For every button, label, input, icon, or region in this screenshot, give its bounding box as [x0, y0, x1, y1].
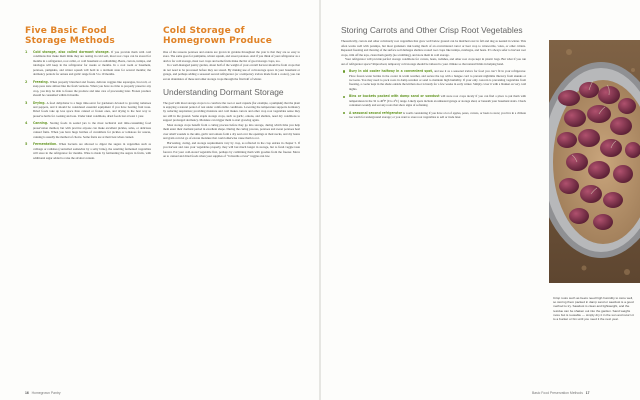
- basic-methods-column: [25, 26, 151, 163]
- storage-options-list: [341, 69, 526, 120]
- body-paragraph: Theoretically, carrots and other cold-hardy root vegetables that grow well below ground can be mulched over in fall and dug as needed in winter. This often works well with parsnips, but most gardeners risk losing much of an overwintered carrot or beet crop to wireworms, voles, or other critters. Repeated freezing and thawing of the surface soil damages shallow-rooted root crops like turnips, rutabagas, and beets. It’s always safer to harvest root crops, trim off the tops, clean them gently (no scrubbing), and store them in cold storage.: [341, 39, 526, 57]
- storage-option-item: [341, 69, 526, 91]
- page-number: 16: [25, 391, 29, 395]
- method-number: 2: [25, 79, 28, 84]
- method-text: Storing foods in sealed jars is the most technical and time-consuming food preservation method, but with practice anyone can make excellent pickles, salsa, or delicious canned fruits. When you have huge batches of cucumbers for pickles or tomatoes for sauces, canning is usually the method of choice. Some fruits are at their best when canned.: [33, 121, 151, 139]
- cold-storage-column: [163, 26, 300, 158]
- right-footer: [532, 391, 590, 395]
- method-text: When bacteria are allowed to digest the sugars in vegetables such as cabbage or radishes (controlled somewhat by a salty brine), the resulting fermented vegetables will store in the refrigerator for months. Wine is made by fermenting the sugars in fruits, with additional sugar added to raise the alcohol content.: [33, 142, 151, 160]
- method-text: If you provide them with cold conditions that make them think they are resting in cold soil, most root crops can be stored for months in a refrigerator, root cellar, or cold basement or outbuilding. Beets, carrots, turnips, and rutabagas will keep in the refrigerator for weeks or months. In a cool room or basement, potatoes, pumpkins, and winter squash will hold in a dormant state for several months; the dormancy periods for onions and garlic range from 5 to 10 months.: [33, 50, 151, 77]
- body-paragraph: Your refrigerator will provide perfect storage conditions for carrots, beets, radishes, and other root crops kept in plastic bags. But what if you run out of refrigerator space? Improvised, temporary cold storage should be tailored to your climate so that natural limits in helping hand.: [341, 57, 526, 66]
- storage-option-item: [341, 94, 526, 107]
- method-item: [25, 121, 151, 139]
- storage-option-lead: Bins or buckets packed with damp sand or sawdust: [349, 94, 440, 99]
- method-item: [25, 101, 151, 119]
- method-lead: Fermentation.: [33, 142, 58, 147]
- method-lead: Freezing.: [33, 79, 49, 84]
- storage-option-lead: A seasonal second refrigerator: [349, 110, 403, 115]
- storage-option-text: is worth considering if you have a lot of apples, pears, carrots, or beets to store; you live in a climate too warm for underground storage; or you want to store root vegetables to sell or trade later.: [349, 110, 526, 120]
- body-paragraph: Harvesting, curing, and storage requirements vary by crop, as reflected in the crop entries in chapter 5. If you harvest and cure your vegetables properly, they will last much longer in storage, but to fresh veggie taste forever. Eat your cold-stored vegetable first, perhaps by combining them with goodies from the freezer. Move on to canned and dried foods when your supplies of “6 months or less” veggies run low.: [163, 140, 300, 159]
- five-methods-heading: Five Basic Food Storage Methods: [25, 26, 115, 46]
- body-paragraph: The goal with most storage crops is to convince the root or seed capsule (for example, a pumpkin) that the plant is enjoying a natural period of rest under comfortable conditions. Lowering the temperature supports dormancy by reducing respiration; providing moisture and cold makes carrots and other crop root vegetables sense they are still in the ground. Some staple storage crops, such as garlic, onions, and shallots, need dry conditions to support prolonged dormancy. Moisture can trigger them to start growing again.: [163, 100, 300, 123]
- storage-option-item: [341, 111, 526, 120]
- chapter-title: Basic Food Preservation Methods: [532, 391, 583, 395]
- method-number: 3: [25, 100, 28, 105]
- method-item: [25, 80, 151, 98]
- beets-bucket-photo: [549, 40, 640, 283]
- body-paragraph: In a well-managed pantry garden, about half of the weight of your overall harvest should be from crops that do not need to be processed before they are stored. By making use of cold-storage space in your basement or garage, and perhaps adding a seasonal second refrigerator (or a temporary icebox made from a cooler), you can eat an abundance of these and other storage crops through the first half of winter.: [163, 63, 300, 81]
- method-lead: Cold storage, also called dormant storage.: [33, 50, 110, 54]
- storage-option-text: will store root crops nicely if you can find a place to put them with temperatures in the 32 to 40°F (0 to 4°C) range. Likely spots include an unheated garage or storage shed, or beneath your basement stairs. Check containers weekly and eat any roots that show signs of softening.: [349, 94, 526, 108]
- cold-storage-heading: Cold Storage of Homegrown Produce: [163, 26, 273, 46]
- page-number: 17: [585, 391, 590, 395]
- method-lead: Drying.: [33, 100, 46, 105]
- left-footer: [25, 391, 61, 395]
- book-title: Homegrown Pantry: [31, 391, 61, 395]
- photo-caption: Crisp roots such as beets need high humidity to store well, so storing them packed in damp sand or sawdust is a good method to try. Sawdust is clean and lightweight, and the residue can be shaken out into the garden. Sand weighs more but is reusable — simply dry it in the sun and return it to a bucket or bin until you need it the next year.: [553, 296, 634, 322]
- left-page: [0, 0, 319, 400]
- methods-list: [25, 50, 151, 160]
- dormant-storage-subheading: Understanding Dormant Storage: [163, 87, 284, 98]
- body-paragraph: One of the reasons potatoes and onions are grown in gardens throughout the year is that they are so easy to store. The same goes for pumpkins, winter squash, and sweet potatoes. And if you think of your refrigerator as a device for cold storage, most root crops and some fruits make the list of good storage crops, too.: [163, 50, 300, 63]
- storing-carrots-body: [341, 39, 526, 119]
- storing-carrots-heading: Storing Carrots and Other Crisp Root Vegetables: [341, 25, 523, 35]
- beets-bucket-illustration: [549, 40, 640, 283]
- method-item: [25, 142, 151, 160]
- storage-option-lead: Bury in old cooler halfway in a convenient spot,: [349, 69, 434, 74]
- body-paragraph: Most storage crops benefit from a curing process before they go into storage, during which time you help them enter their dormant period in excellent shape. During the curing process, potatoes and sweet potatoes heal over small wounds to the skin, garlic and onions form a dry seal over the openings at their necks, and dry beans and grain corn let go of excess moisture that could otherwise cause them to rot.: [163, 122, 300, 141]
- dormant-storage-body: [163, 101, 300, 159]
- storage-option-text: and use it as a seasonal icebox for food you can’t fit in your refrigerator. Place frozen water bottles in the cooler in warm weather, and secure the top with a bungee cord to prevent nighttime thievery from skunks or raccoons. You may need to pack roots in damp sawdust or sand to maintain high humidity. If your only concern is preventing vegetables from freezing, a cooler kept in the shade outside the kitchen door is handy for a few weeks in early winter. Simply cover it with a blanket on very cold nights.: [349, 69, 526, 91]
- cold-storage-intro: [163, 50, 300, 81]
- method-number: 4: [25, 121, 28, 126]
- method-number: 5: [25, 142, 28, 147]
- storing-carrots-column: [341, 26, 546, 123]
- method-item: [25, 50, 151, 77]
- method-number: 1: [25, 50, 28, 54]
- method-lead: Canning.: [33, 121, 49, 126]
- method-text: When properly blanched and frozen, delicate veggies like asparagus, broccoli, or snap peas taste almost like the fresh versions. When you have no time to properly preserve any crop, you may be able to freeze the produce and take care of processing later. Frozen produce should be consumed within 6 months.: [33, 79, 151, 98]
- method-text: A food dehydrator is a huge time-saver for gardeners devoted to growing tomatoes and peppers, and it should be considered essential equipment if you have bearing fruit trees. Dried foods take up less space than canned or frozen ones, and drying is the best way to preserve herbs for cooking and teas. Under ideal conditions, dried foods last at least 1 year.: [33, 100, 151, 118]
